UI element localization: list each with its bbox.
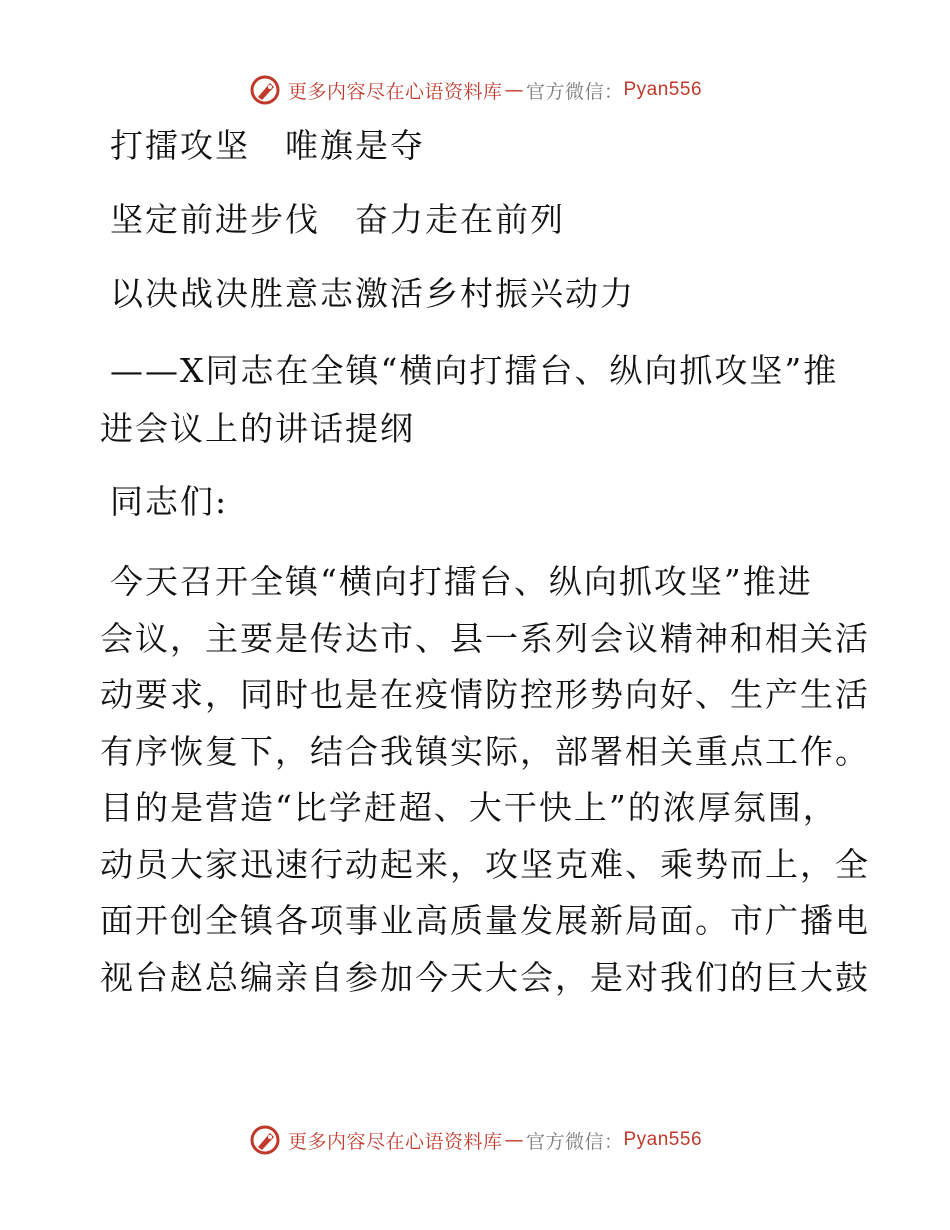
watermark-main-text: 更多内容尽在心语资料库: [287, 1130, 503, 1153]
paragraph-line: 目的是营造“比学赶超、大干快上”的浓厚氛围，: [100, 788, 838, 827]
paragraph-line: 有序恢复下，结合我镇实际，部署相关重点工作。: [100, 731, 870, 771]
speech-subtitle: [100, 342, 860, 458]
title-line-1: 打擂攻坚 唯旗是夺: [110, 126, 425, 165]
header-watermark: [0, 70, 950, 110]
subtitle-line-1: ——X同志在全镇“横向打擂台、纵向抓攻坚”推: [110, 351, 839, 390]
paragraph-line: 动要求，同时也是在疫情防控形势向好、生产生活: [100, 675, 870, 714]
watermark-sub-text: 官方微信：: [525, 1130, 624, 1153]
document-body: [100, 120, 870, 1006]
salutation: 同志们:: [110, 482, 229, 521]
title-line-2: 坚定前进步伐 奋力走在前列: [110, 200, 565, 239]
watermark-dash: —: [504, 79, 524, 101]
subtitle-line-2: 进会议上的讲话提纲: [100, 409, 415, 448]
watermark-dash: —: [504, 1129, 524, 1151]
pen-nib-logo-icon: [248, 1123, 282, 1157]
body-paragraph: [100, 554, 870, 1006]
watermark-sub-text: 官方微信：: [525, 80, 624, 103]
paragraph-line: 动员大家迅速行动起来，攻坚克难、乘势而上，全: [100, 844, 870, 884]
title-line-3: 以决战决胜意志激活乡村振兴动力: [110, 274, 635, 313]
watermark-main-text: 更多内容尽在心语资料库: [287, 80, 503, 103]
watermark-wechat-id: Pyan556: [623, 1129, 703, 1150]
paragraph-line: 今天召开全镇“横向打擂台、纵向抓攻坚”推进: [110, 562, 813, 601]
footer-watermark: [0, 1120, 950, 1160]
pen-nib-logo-icon: [248, 73, 282, 107]
watermark-wechat-id: Pyan556: [623, 79, 703, 100]
paragraph-line: 面开创全镇各项事业高质量发展新局面。市广播电: [100, 901, 870, 940]
paragraph-line: 视台赵总编亲自参加今天大会，是对我们的巨大鼓: [100, 957, 870, 997]
paragraph-line: 会议，主要是传达市、县一系列会议精神和相关活: [100, 618, 870, 658]
